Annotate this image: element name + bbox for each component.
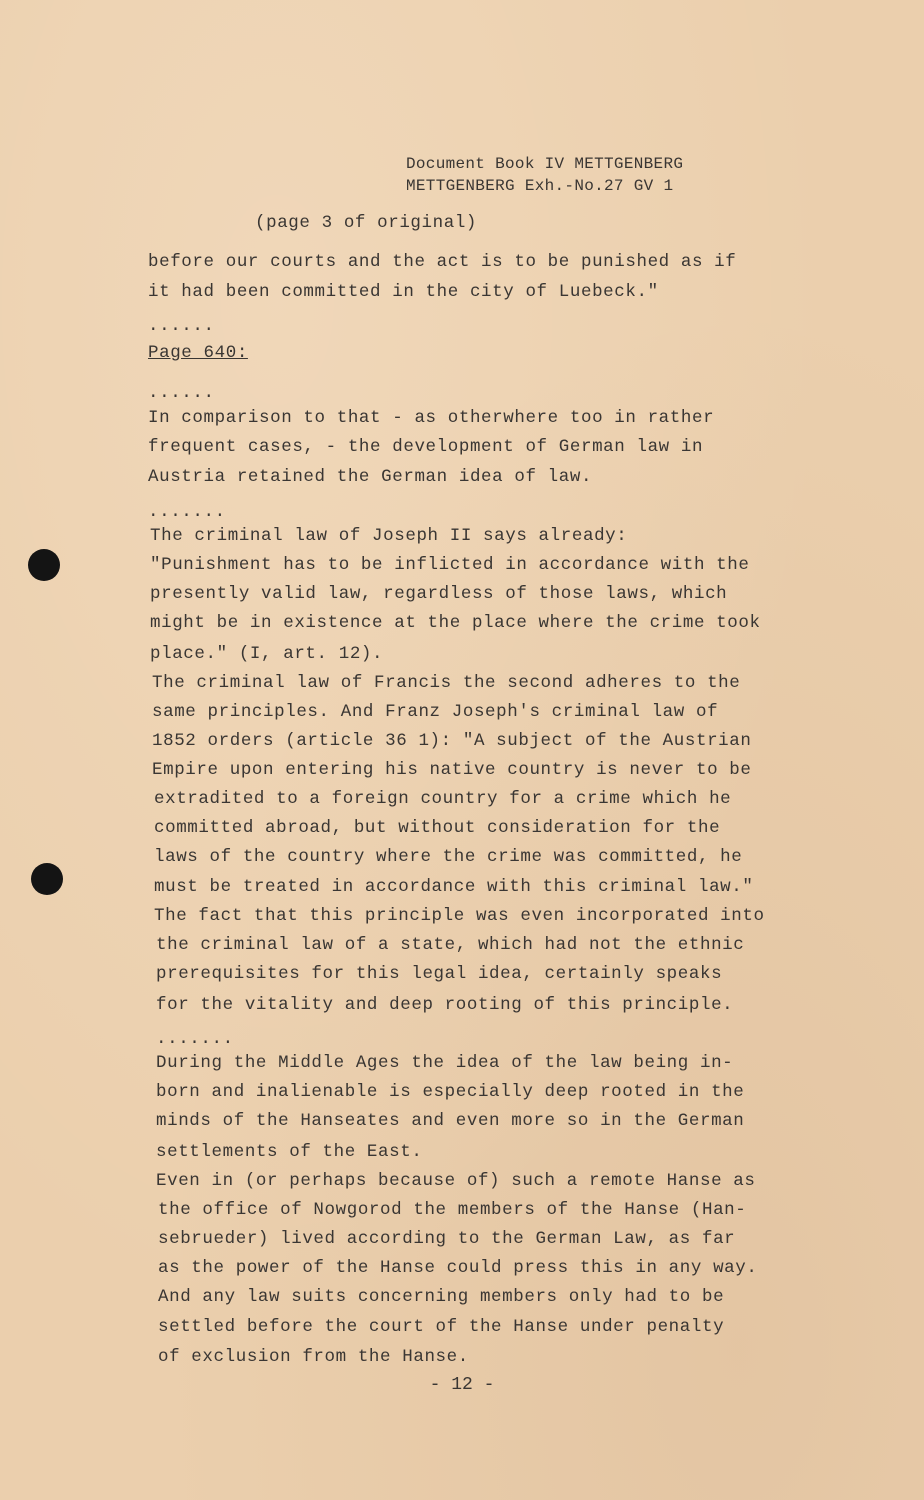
text-line: The fact that this principle was even incorporated into xyxy=(154,906,765,926)
text-line: In comparison to that - as otherwhere too in rather xyxy=(148,408,715,428)
text-line: settlements of the East. xyxy=(156,1142,423,1162)
page-number: - 12 - xyxy=(429,1375,495,1395)
text-line: laws of the country where the crime was committed, he xyxy=(154,847,743,867)
text-line: During the Middle Ages the idea of the law being in- xyxy=(156,1053,734,1073)
text-line: frequent cases, - the development of German law in xyxy=(148,437,704,457)
ellipsis-separator: ....... xyxy=(156,1029,234,1049)
text-line: "Punishment has to be inflicted in accordance with the xyxy=(150,555,750,575)
text-line: place." (I, art. 12). xyxy=(150,644,384,664)
ellipsis-separator: ...... xyxy=(148,383,215,403)
text-line: The criminal law of Francis the second adheres to the xyxy=(152,673,741,693)
text-line: for the vitality and deep rooting of this principle. xyxy=(156,995,734,1015)
text-line: same principles. And Franz Joseph's criminal law of xyxy=(152,702,719,722)
text-line: The criminal law of Joseph II says already: xyxy=(150,526,628,546)
punch-hole-top xyxy=(28,549,60,581)
text-line: And any law suits concerning members only had to be xyxy=(158,1287,725,1307)
text-line: born and inalienable is especially deep rooted in the xyxy=(156,1082,745,1102)
text-line: minds of the Hanseates and even more so in the German xyxy=(156,1111,745,1131)
text-line: prerequisites for this legal idea, certainly speaks xyxy=(156,964,723,984)
header-line-2: METTGENBERG Exh.-No.27 GV 1 xyxy=(406,177,674,195)
text-line: might be in existence at the place where the crime took xyxy=(150,613,761,633)
ellipsis-separator: ...... xyxy=(148,316,215,336)
section-heading: Page 640: xyxy=(148,343,248,363)
page-reference: (page 3 of original) xyxy=(255,213,478,233)
text-line: sebrueder) lived according to the German Law, as far xyxy=(158,1229,736,1249)
text-line: of exclusion from the Hanse. xyxy=(158,1347,469,1367)
text-line: the criminal law of a state, which had not the ethnic xyxy=(156,935,745,955)
text-line: before our courts and the act is to be punished as if xyxy=(148,252,737,272)
text-line: settled before the court of the Hanse under penalty xyxy=(158,1317,725,1337)
text-line: Austria retained the German idea of law. xyxy=(148,467,593,487)
text-line: Empire upon entering his native country is never to be xyxy=(152,760,752,780)
text-line: 1852 orders (article 36 1): "A subject of the Austrian xyxy=(152,731,752,751)
text-line: the office of Nowgorod the members of the Hanse (Han- xyxy=(158,1200,747,1220)
text-line: as the power of the Hanse could press this in any way. xyxy=(158,1258,758,1278)
text-line: presently valid law, regardless of those laws, which xyxy=(150,584,728,604)
text-line: committed abroad, but without consideration for the xyxy=(154,818,721,838)
text-line: must be treated in accordance with this criminal law." xyxy=(154,877,754,897)
header-line-1: Document Book IV METTGENBERG xyxy=(406,155,684,173)
text-line: it had been committed in the city of Luebeck." xyxy=(148,282,659,302)
text-line: Even in (or perhaps because of) such a remote Hanse as xyxy=(156,1171,756,1191)
ellipsis-separator: ....... xyxy=(148,502,226,522)
punch-hole-bottom xyxy=(31,863,63,895)
text-line: extradited to a foreign country for a crime which he xyxy=(154,789,732,809)
